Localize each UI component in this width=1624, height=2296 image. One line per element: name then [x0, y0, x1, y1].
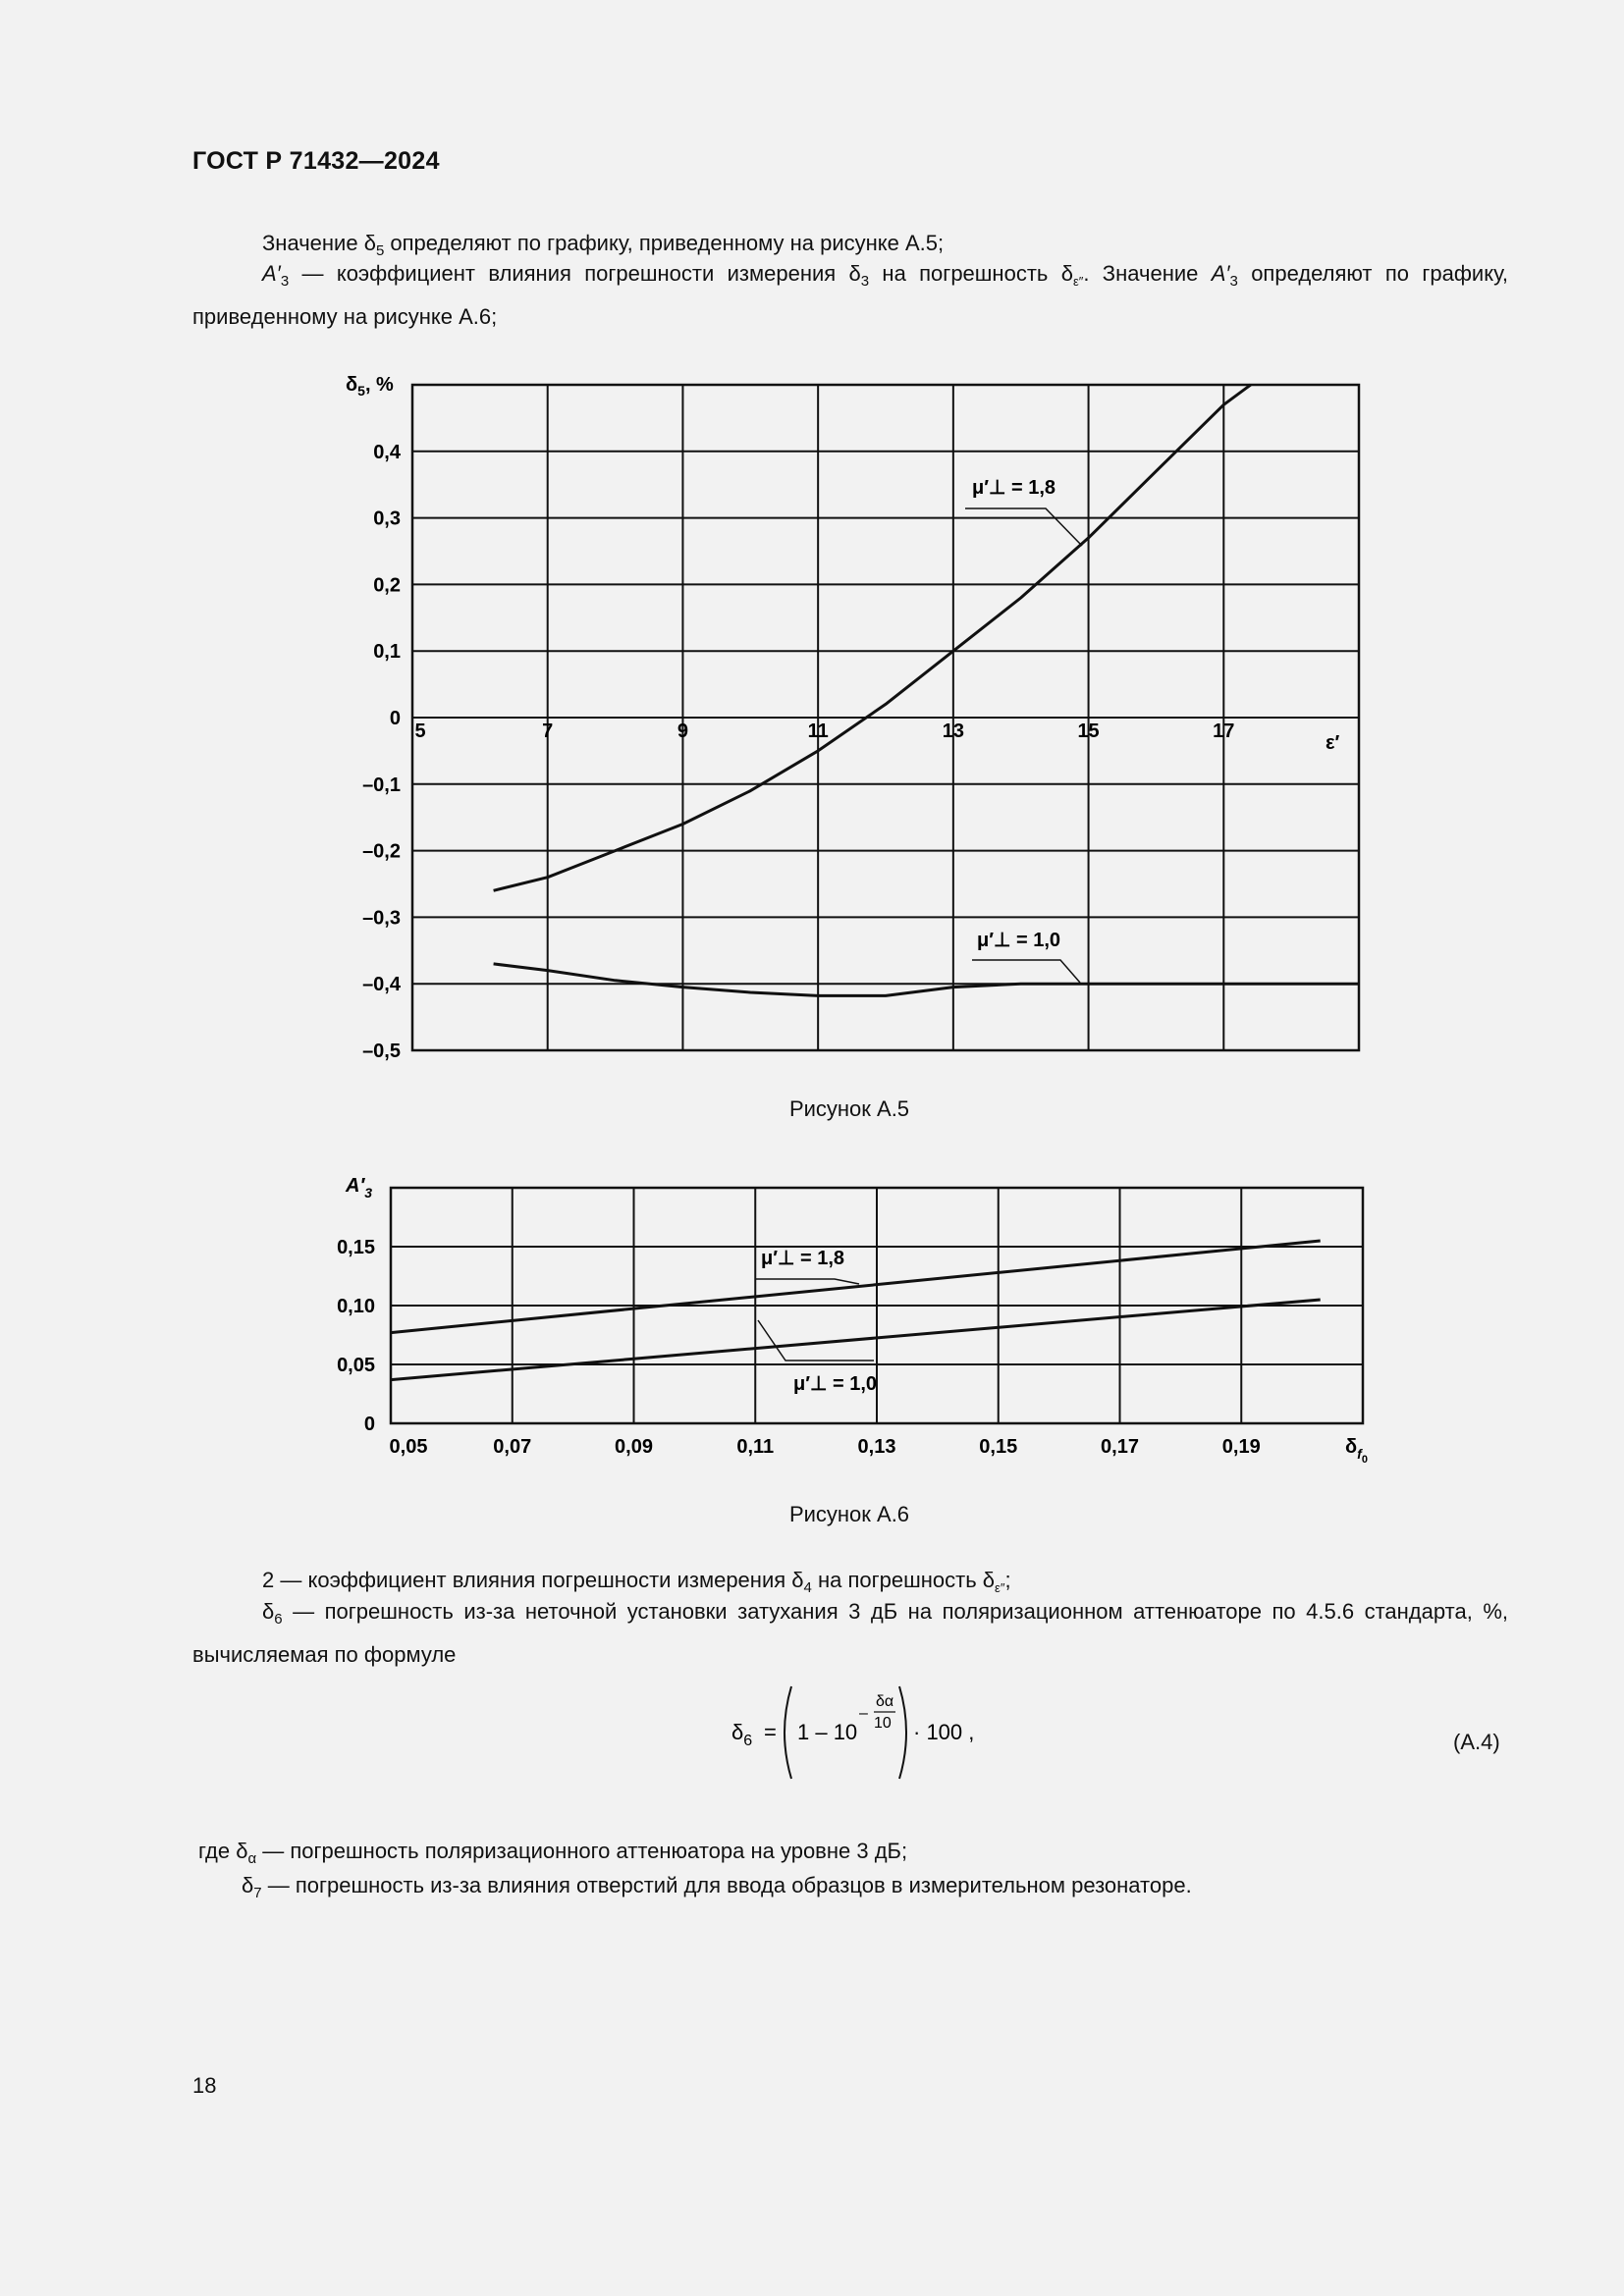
y-axis-label: $A'_3$: [346, 1175, 373, 1201]
y-tick-label: 0: [363, 1414, 375, 1435]
delta-symbol: δ: [262, 1599, 275, 1624]
delta-symbol: δ: [236, 1839, 248, 1863]
text: на погрешность: [811, 1568, 983, 1592]
formula-a4: [727, 1679, 1001, 1787]
series-line-1: [494, 385, 1251, 890]
delta-symbol: δ: [982, 1568, 996, 1592]
x-tick-label: 0,13: [857, 1436, 896, 1458]
x-tick-label: 0,09: [615, 1436, 653, 1458]
x-tick-label: 15: [1077, 721, 1100, 742]
chart-series: [494, 385, 1359, 995]
x-axis-label: ε′: [1326, 732, 1340, 754]
text: — погрешность из-за влияния отверстий для ввода образцов в измерительном резонаторе.: [261, 1873, 1192, 1897]
delta-symbol: δ: [791, 1568, 804, 1592]
text: . Значение: [1083, 261, 1212, 286]
subscript: 7: [253, 1885, 262, 1901]
text: 2 — коэффициент влияния погрешности измерения: [262, 1568, 792, 1592]
chart-series: [391, 1241, 1321, 1380]
y-tick-label: 0,10: [337, 1296, 375, 1317]
formula-one-minus: 1 – 10: [797, 1720, 858, 1744]
y-tick-label: 0,4: [373, 441, 401, 463]
a-symbol: A′: [1211, 261, 1230, 286]
subscript: 6: [274, 1611, 283, 1628]
subscript: ε″: [995, 1580, 1005, 1595]
figure-a6-caption: Рисунок А.6: [788, 1502, 910, 1526]
series-line-2: [391, 1300, 1321, 1380]
formula-exp-minus: –: [859, 1705, 868, 1722]
text: — коэффициент влияния погрешности измерения: [289, 261, 849, 286]
chart-tick-labels: [362, 442, 1234, 1062]
x-tick-label: 7: [542, 721, 554, 742]
y-tick-label: –0,4: [362, 974, 401, 996]
chart-grid: [412, 385, 1359, 1050]
y-tick-label: –0,3: [362, 907, 401, 930]
formula-number: (А.4): [1453, 1730, 1500, 1754]
x-tick-label: 0,19: [1221, 1436, 1261, 1458]
text: — погрешность из-за неточной установки затухания 3 дБ на поляризационном аттенюаторе по 4.5.6 стандарта, %, вычисляемая по формуле: [192, 1599, 1508, 1667]
y-tick-label: 0,15: [337, 1237, 375, 1258]
subscript: 3: [280, 273, 290, 290]
text: Значение: [262, 231, 364, 255]
document-header: ГОСТ Р 71432—2024: [192, 147, 440, 175]
y-tick-label: –0,5: [362, 1041, 401, 1062]
label-mu-1-0: [758, 1320, 877, 1395]
label-mu-1-0: [972, 930, 1080, 983]
subscript: 4: [803, 1579, 812, 1596]
text: — погрешность поляризационного аттенюатора на уровне 3 дБ;: [256, 1839, 908, 1863]
y-tick-label: –0,1: [362, 774, 401, 796]
series-label: μ′⊥ = 1,8: [972, 477, 1056, 499]
x-tick-label: 9: [677, 721, 688, 742]
body-line-4: [192, 1594, 1508, 1673]
label-mu-1-8: [756, 1248, 859, 1284]
text: ;: [1004, 1568, 1011, 1592]
y-tick-label: 0,1: [373, 641, 401, 664]
delta-symbol: δ: [363, 231, 376, 255]
x-tick-label: 0,07: [493, 1436, 532, 1458]
x-tick-label: 5: [414, 721, 426, 742]
y-tick-label: 0,05: [337, 1355, 375, 1376]
label-mu-1-8: [965, 477, 1082, 546]
subscript: ε″: [1072, 274, 1084, 289]
delta-symbol: δ: [1060, 261, 1073, 286]
subscript: α: [247, 1850, 257, 1867]
y-tick-label: 0,2: [373, 574, 401, 597]
text: на погрешность: [869, 261, 1061, 286]
x-axis-label: $\delta_{f0}$: [1345, 1436, 1368, 1466]
x-tick-label: 11: [807, 721, 829, 742]
x-tick-label: 13: [942, 721, 964, 742]
intro-line-2: [192, 256, 1508, 335]
subscript: 3: [1229, 273, 1238, 290]
x-tick-label: 0,05: [389, 1436, 428, 1458]
figure-a5-caption: Рисунок А.5: [788, 1096, 910, 1121]
formula-exp-num: δα: [876, 1693, 894, 1710]
text: определяют по графику, приведенному на рисунке А.6;: [192, 261, 1508, 329]
formula-times: · 100 ,: [913, 1720, 975, 1744]
where-line-2: [242, 1868, 1192, 1911]
text: определяют по графику, приведенному на рисунке А.5;: [384, 231, 945, 255]
subscript: 3: [860, 273, 870, 290]
y-tick-label: 0: [389, 708, 401, 729]
left-paren: [785, 1686, 791, 1779]
figure-a6-chart: [334, 1168, 1394, 1482]
x-tick-label: 0,17: [1101, 1436, 1139, 1458]
right-paren: [899, 1686, 906, 1779]
x-tick-label: 17: [1213, 721, 1235, 742]
x-tick-label: 0,15: [979, 1436, 1018, 1458]
series-label: μ′⊥ = 1,0: [793, 1373, 878, 1395]
page-number: 18: [192, 2073, 217, 2098]
subscript: 5: [375, 242, 385, 259]
y-tick-label: 0,3: [373, 507, 401, 530]
series-line-1: [391, 1241, 1321, 1333]
x-tick-label: 0,11: [736, 1436, 775, 1458]
text: где: [198, 1839, 237, 1863]
formula-lhs: $\delta_6$: [731, 1720, 753, 1749]
delta-symbol: δ: [848, 261, 861, 286]
series-label: μ′⊥ = 1,0: [977, 930, 1061, 951]
a-symbol: A′: [262, 261, 281, 286]
delta-symbol: δ: [242, 1873, 254, 1897]
series-label: μ′⊥ = 1,8: [761, 1248, 845, 1269]
figure-a5-chart: [324, 363, 1365, 1070]
y-axis-label: $\delta_5$, %: [346, 374, 394, 399]
formula-equals: =: [764, 1720, 777, 1744]
y-tick-label: –0,2: [362, 840, 401, 863]
series-line-2: [494, 964, 1359, 996]
formula-exp-den: 10: [874, 1715, 892, 1732]
